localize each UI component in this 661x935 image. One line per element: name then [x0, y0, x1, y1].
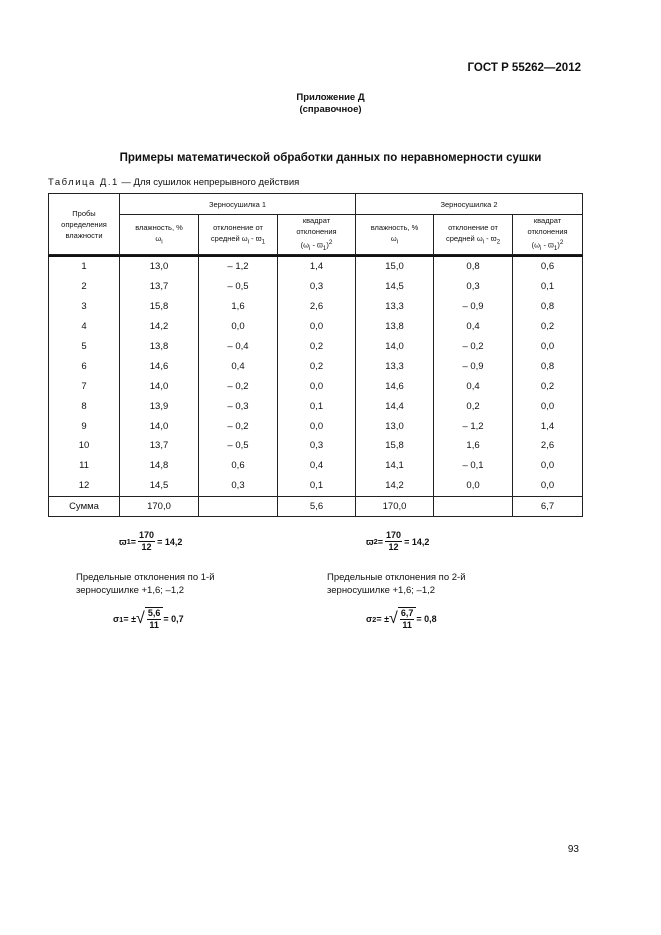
sum-value-cell: 5,6 [278, 496, 356, 516]
probe-number-cell: 8 [49, 396, 120, 416]
col-header-square-1: квадрат отклонения $(\omega_i - ϖ_1)^2$ [278, 215, 356, 255]
table-row [49, 416, 583, 436]
square-root: √ $\frac{5,6}{11}$ [136, 607, 163, 631]
probe-number-cell: 2 [49, 277, 120, 297]
value-cell: 0,0 [513, 337, 583, 357]
value-cell: – 0,2 [434, 337, 513, 357]
deviation-note-1: Предельные отклонения по 1-й зерносушилке +1,6; –1,2 [76, 572, 215, 596]
value-cell: 0,8 [513, 297, 583, 317]
value-cell: 0,4 [199, 356, 278, 376]
value-cell: – 0,2 [199, 416, 278, 436]
value-cell: 0,1 [278, 476, 356, 496]
standard-number: ГОСТ Р 55262—2012 [467, 62, 581, 74]
value-cell: 1,6 [199, 297, 278, 317]
value-cell: 0,3 [278, 436, 356, 456]
table-caption [48, 177, 299, 188]
deviation-note-2: Предельные отклонения по 2-й зерносушилке +1,6; –1,2 [327, 572, 466, 596]
fraction: $\frac{170}{12}$ [139, 530, 155, 552]
probe-number-cell: 5 [49, 337, 120, 357]
col-header-square-2: квадрат отклонения $(\omega_i - ϖ_1)^2$ [513, 215, 583, 255]
sum-row [49, 496, 583, 516]
value-cell: – 0,1 [434, 456, 513, 476]
value-cell: 0,3 [434, 277, 513, 297]
value-cell: 0,1 [513, 277, 583, 297]
value-cell: 2,6 [513, 436, 583, 456]
value-cell: 14,5 [356, 277, 434, 297]
probe-number-cell: 7 [49, 376, 120, 396]
sigma-formula-1: σ 1 = ± √ $\frac{5,6}{11}$ = 0,7 [113, 608, 184, 630]
value-cell: 15,0 [356, 256, 434, 277]
value-cell: 14,0 [356, 337, 434, 357]
value-cell: – 0,4 [199, 337, 278, 357]
table-row [49, 317, 583, 337]
value-cell: 14,6 [356, 376, 434, 396]
sum-value-cell: 170,0 [356, 496, 434, 516]
table-row [49, 476, 583, 496]
value-cell: 0,0 [278, 317, 356, 337]
value-cell: 0,8 [513, 356, 583, 376]
fraction: $\frac{170}{12}$ [386, 530, 402, 552]
value-cell: 14,6 [120, 356, 199, 376]
probe-number-cell: 9 [49, 416, 120, 436]
sum-value-cell [434, 496, 513, 516]
value-cell: 0,6 [513, 256, 583, 277]
value-cell: 13,3 [356, 356, 434, 376]
table-row [49, 456, 583, 476]
value-cell: 13,0 [356, 416, 434, 436]
sigma-formula-2: σ 2 = ± √ $\frac{6,7}{11}$ = 0,8 [366, 608, 437, 630]
value-cell: 13,8 [120, 337, 199, 357]
col-header-deviation-1: отклонение от средней $\omega_i - ϖ_1$ [199, 215, 278, 255]
sum-value-cell: 6,7 [513, 496, 583, 516]
value-cell: – 0,2 [199, 376, 278, 396]
col-header-deviation-2: отклонение от средней $\omega_i - ϖ_2$ [434, 215, 513, 255]
col-header-moisture-1: влажность, % $\omega_i$ [120, 215, 199, 255]
table-row [49, 376, 583, 396]
section-heading: Примеры математической обработки данных по неравномерности сушки [119, 152, 542, 164]
square-root: √ $\frac{6,7}{11}$ [389, 607, 416, 631]
table-label: Таблица Д.1 [48, 177, 119, 188]
mean-formula-1: ϖ 1 = $\frac{170}{12}$ = 14,2 [119, 530, 183, 552]
group-header-dryer-2: Зерносушилка 2 [356, 194, 583, 215]
value-cell: 0,2 [513, 376, 583, 396]
value-cell: 14,2 [120, 317, 199, 337]
dryer-data-table [48, 193, 583, 517]
probe-number-cell: 10 [49, 436, 120, 456]
value-cell: 0,2 [278, 356, 356, 376]
value-cell: 0,3 [278, 277, 356, 297]
annex-subtitle: (справочное) [299, 104, 362, 115]
value-cell: 14,0 [120, 416, 199, 436]
value-cell: 13,7 [120, 436, 199, 456]
value-cell: – 0,5 [199, 277, 278, 297]
value-cell: 0,2 [278, 337, 356, 357]
value-cell: 0,0 [278, 376, 356, 396]
value-cell: 14,4 [356, 396, 434, 416]
value-cell: 13,0 [120, 256, 199, 277]
table-row [49, 436, 583, 456]
value-cell: 0,0 [278, 416, 356, 436]
value-cell: 15,8 [356, 436, 434, 456]
value-cell: 14,8 [120, 456, 199, 476]
value-cell: 0,4 [434, 376, 513, 396]
value-cell: 1,4 [278, 256, 356, 277]
probe-number-cell: 6 [49, 356, 120, 376]
col-header-probe: Пробы определения влажности [49, 194, 120, 255]
value-cell: 0,4 [278, 456, 356, 476]
value-cell: 15,8 [120, 297, 199, 317]
value-cell: – 1,2 [434, 416, 513, 436]
sum-value-cell: 170,0 [120, 496, 199, 516]
value-cell: – 0,3 [199, 396, 278, 416]
value-cell: 0,2 [513, 317, 583, 337]
value-cell: – 1,2 [199, 256, 278, 277]
value-cell: 14,1 [356, 456, 434, 476]
table-title: — Для сушилок непрерывного действия [118, 177, 300, 188]
page-number: 93 [567, 844, 579, 855]
value-cell: 13,7 [120, 277, 199, 297]
value-cell: 2,6 [278, 297, 356, 317]
table-row [49, 337, 583, 357]
table-row [49, 396, 583, 416]
sum-value-cell [199, 496, 278, 516]
sum-label: Сумма [49, 496, 120, 516]
value-cell: 0,8 [434, 256, 513, 277]
value-cell: 13,3 [356, 297, 434, 317]
value-cell: 0,2 [434, 396, 513, 416]
value-cell: – 0,9 [434, 356, 513, 376]
table-row [49, 297, 583, 317]
value-cell: 0,0 [513, 396, 583, 416]
probe-number-cell: 4 [49, 317, 120, 337]
annex-title: Приложение Д [296, 92, 365, 103]
value-cell: 13,9 [120, 396, 199, 416]
probe-number-cell: 11 [49, 456, 120, 476]
value-cell: 0,4 [434, 317, 513, 337]
value-cell: 0,0 [513, 476, 583, 496]
value-cell: 0,0 [434, 476, 513, 496]
group-header-dryer-1: Зерносушилка 1 [120, 194, 356, 215]
value-cell: 0,6 [199, 456, 278, 476]
table-row [49, 277, 583, 297]
probe-number-cell: 12 [49, 476, 120, 496]
value-cell: 14,2 [356, 476, 434, 496]
value-cell: – 0,9 [434, 297, 513, 317]
value-cell: 1,4 [513, 416, 583, 436]
value-cell: – 0,5 [199, 436, 278, 456]
table-row [49, 256, 583, 277]
value-cell: 1,6 [434, 436, 513, 456]
value-cell: 14,5 [120, 476, 199, 496]
probe-number-cell: 1 [49, 256, 120, 277]
value-cell: 0,0 [513, 456, 583, 476]
probe-number-cell: 3 [49, 297, 120, 317]
value-cell: 0,0 [199, 317, 278, 337]
value-cell: 13,8 [356, 317, 434, 337]
table-row [49, 356, 583, 376]
value-cell: 0,3 [199, 476, 278, 496]
mean-formula-2: ϖ 2 = $\frac{170}{12}$ = 14,2 [366, 530, 430, 552]
value-cell: 14,0 [120, 376, 199, 396]
value-cell: 0,1 [278, 396, 356, 416]
col-header-moisture-2: влажность, % $\omega_i$ [356, 215, 434, 255]
